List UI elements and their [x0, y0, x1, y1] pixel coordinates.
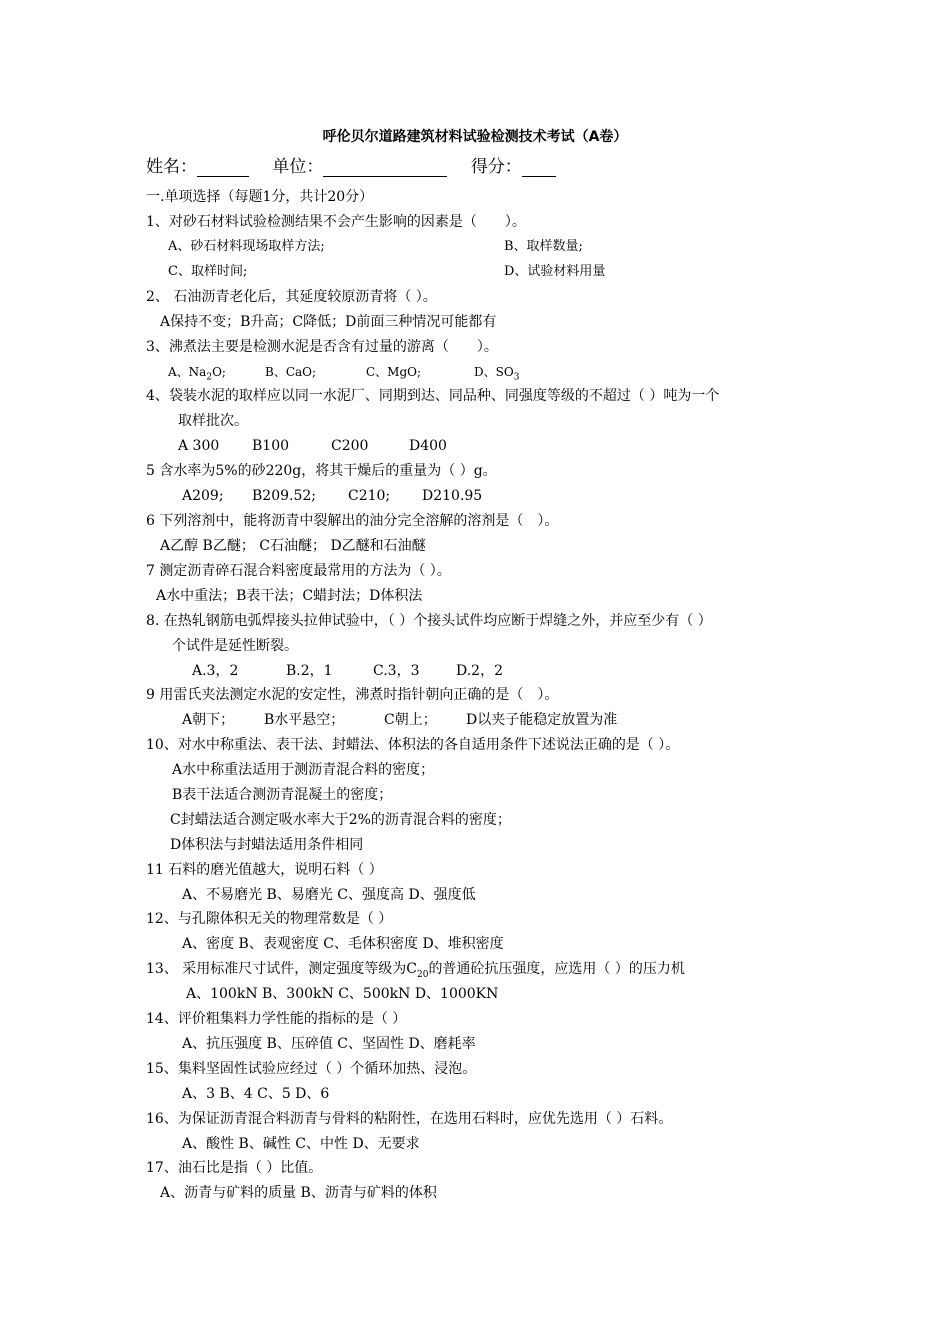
q4-option-a: A 300: [178, 438, 220, 454]
question-2: 2、 石油沥青老化后，其延度较原沥青将（ ）。: [146, 289, 437, 305]
question-1: 1、对砂石材料试验检测结果不会产生影响的因素是（ ）。: [146, 214, 526, 230]
score-blank: [522, 159, 556, 177]
question-9: 9 用雷氏夹法测定水泥的安定性，沸煮时指针朝向正确的是（ ）。: [146, 687, 559, 703]
q13-options: A、100kN B、300kN C、500kN D、1000KN: [186, 986, 499, 1002]
q8-option-a: A.3，2: [192, 663, 239, 679]
q4-option-d: D400: [409, 438, 447, 454]
q14-options: A、抗压强度 B、压碎值 C、坚固性 D、磨耗率: [182, 1036, 476, 1052]
q10-option-b: B表干法适合测沥青混凝土的密度；: [172, 787, 393, 803]
q5-option-d: D210.95: [422, 488, 483, 504]
q11-options: A、不易磨光 B、易磨光 C、强度高 D、强度低: [182, 887, 476, 903]
section-heading: 一.单项选择（每题1分，共计20分）: [146, 189, 374, 205]
question-4-line1: 4、袋装水泥的取样应以同一水泥厂、同期到达、同品种、同强度等级的不超过（ ）吨为一个: [146, 388, 720, 404]
question-15: 15、集料坚固性试验应经过（ ）个循环加热、浸泡。: [146, 1061, 477, 1077]
q12-options: A、密度 B、表观密度 C、毛体积密度 D、堆积密度: [182, 936, 504, 952]
name-label: 姓名：: [146, 157, 197, 177]
q8-option-b: B.2，1: [286, 663, 333, 679]
question-13: 13、 采用标准尺寸试件，测定强度等级为$C_{20}$的普通砼抗压强度，应选用（ ）的压力机: [146, 961, 685, 980]
q5-option-c: C210;: [348, 488, 391, 504]
question-5: 5 含水率为5%的砂220g，将其干燥后的重量为（ ）g。: [146, 463, 497, 479]
student-info-line: [146, 152, 574, 177]
q1-option-a: A、砂石材料现场取样方法;: [168, 239, 325, 254]
q17-options: A、沥青与矿料的质量 B、沥青与矿料的体积: [160, 1185, 437, 1201]
q9-option-c: C朝上；: [384, 712, 437, 728]
question-11: 11 石料的磨光值越大，说明石料（ ）: [146, 862, 383, 878]
unit-blank: [323, 159, 447, 177]
q7-options: A水中重法；B表干法；C蜡封法；D体积法: [156, 588, 423, 604]
q4-option-b: B100: [252, 438, 290, 454]
q3-option-b: B、CaO;: [265, 365, 317, 379]
question-6: 6 下列溶剂中，能将沥青中裂解出的油分完全溶解的溶剂是（ ）。: [146, 513, 559, 529]
q16-options: A、酸性 B、碱性 C、中性 D、无要求: [182, 1136, 420, 1152]
question-16: 16、为保证沥青混合料沥青与骨料的粘附性，在选用石料时，应优先选用（ ）石料。: [146, 1111, 673, 1127]
q9-option-b: B水平悬空；: [264, 712, 345, 728]
q1-option-c: C、取样时间;: [168, 264, 248, 279]
q4-option-c: C200: [331, 438, 369, 454]
question-8-line2: 个试件是延性断裂。: [172, 638, 298, 654]
q15-options: A、3 B、4 C、5 D、6: [182, 1086, 330, 1102]
question-12: 12、与孔隙体积无关的物理常数是（ ）: [146, 911, 393, 927]
q10-option-d: D体积法与封蜡法适用条件相同: [170, 837, 364, 853]
question-8-line1: 8. 在热轧钢筋电弧焊接头拉伸试验中，（ ）个接头试件均应断于焊缝之外，并应至少有（ ）: [146, 613, 712, 629]
q3-option-d: D、$SO_3$: [474, 365, 520, 383]
q2-options: A保持不变；B升高；C降低；D前面三种情况可能都有: [160, 314, 497, 330]
q10-option-a: A水中称重法适用于测沥青混合料的密度；: [172, 762, 435, 778]
q1-option-b: B、取样数量;: [504, 239, 583, 254]
score-label: 得分：: [470, 157, 522, 177]
q9-option-d: D以夹子能稳定放置为准: [466, 712, 618, 728]
unit-label: 单位：: [272, 157, 324, 177]
q8-option-d: D.2，2: [456, 663, 503, 679]
question-10: 10、对水中称重法、表干法、封蜡法、体积法的各自适用条件下述说法正确的是（ ）。: [146, 737, 680, 753]
q10-option-c: C封蜡法适合测定吸水率大于2%的沥青混合料的密度；: [170, 812, 511, 828]
q5-option-b: B209.52;: [252, 488, 316, 504]
question-3: 3、沸煮法主要是检测水泥是否含有过量的游离（ ）。: [146, 339, 498, 355]
question-14: 14、评价粗集料力学性能的指标的是（ ）: [146, 1011, 407, 1027]
exam-title: 呼伦贝尔道路建筑材料试验检测技术考试（A卷）: [322, 129, 628, 145]
question-4-line2: 取样批次。: [178, 413, 248, 429]
name-blank: [197, 159, 249, 177]
q8-option-c: C.3，3: [373, 663, 420, 679]
question-7: 7 测定沥青碎石混合料密度最常用的方法为（ ）。: [146, 563, 451, 579]
q5-option-a: A209;: [182, 488, 224, 504]
q3-option-a: A、$Na_2O$;: [168, 365, 226, 383]
q6-options: A乙醇 B乙醚； C石油醚； D乙醚和石油醚: [160, 538, 426, 554]
q3-option-c: C、MgO;: [366, 365, 422, 379]
q9-option-a: A朝下；: [182, 712, 235, 728]
q1-option-d: D、试验材料用量: [504, 264, 606, 279]
question-17: 17、油石比是指（ ）比值。: [146, 1160, 323, 1176]
